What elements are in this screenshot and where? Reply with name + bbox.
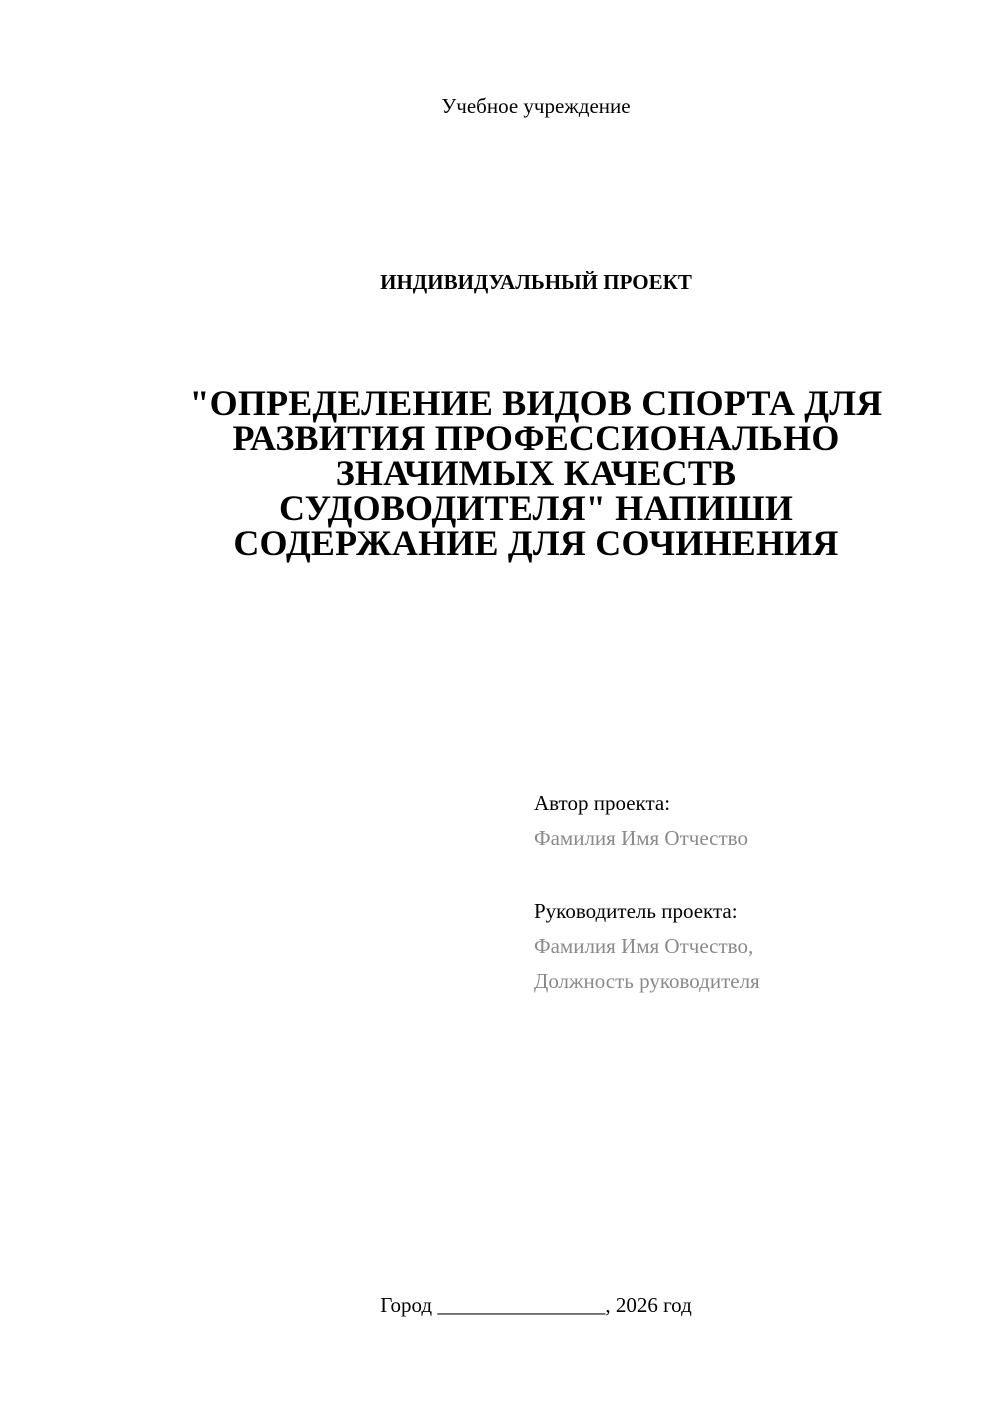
topic-line: "ОПРЕДЕЛЕНИЕ ВИДОВ СПОРТА ДЛЯ [189, 383, 883, 423]
topic-line: ЗНАЧИМЫХ КАЧЕСТВ [335, 453, 737, 493]
project-topic [140, 383, 932, 563]
author-block [534, 786, 974, 856]
supervisor-name: Фамилия Имя Отчество, [534, 934, 754, 958]
supervisor-block [534, 894, 974, 999]
institution-name: Учебное учреждение [441, 94, 631, 118]
supervisor-position: Должность руководителя [534, 969, 760, 993]
topic-line: СУДОВОДИТЕЛЯ" НАПИШИ [278, 488, 794, 528]
supervisor-label: Руководитель проекта: [534, 899, 738, 923]
topic-line: РАЗВИТИЯ ПРОФЕССИОНАЛЬНО [232, 418, 840, 458]
document-type: ИНДИВИДУАЛЬНЫЙ ПРОЕКТ [380, 270, 692, 294]
author-name: Фамилия Имя Отчество [534, 826, 748, 850]
city-year-line: Город ________________, 2026 год [380, 1293, 692, 1317]
author-label: Автор проекта: [534, 791, 671, 815]
topic-line: СОДЕРЖАНИЕ ДЛЯ СОЧИНЕНИЯ [233, 523, 839, 563]
